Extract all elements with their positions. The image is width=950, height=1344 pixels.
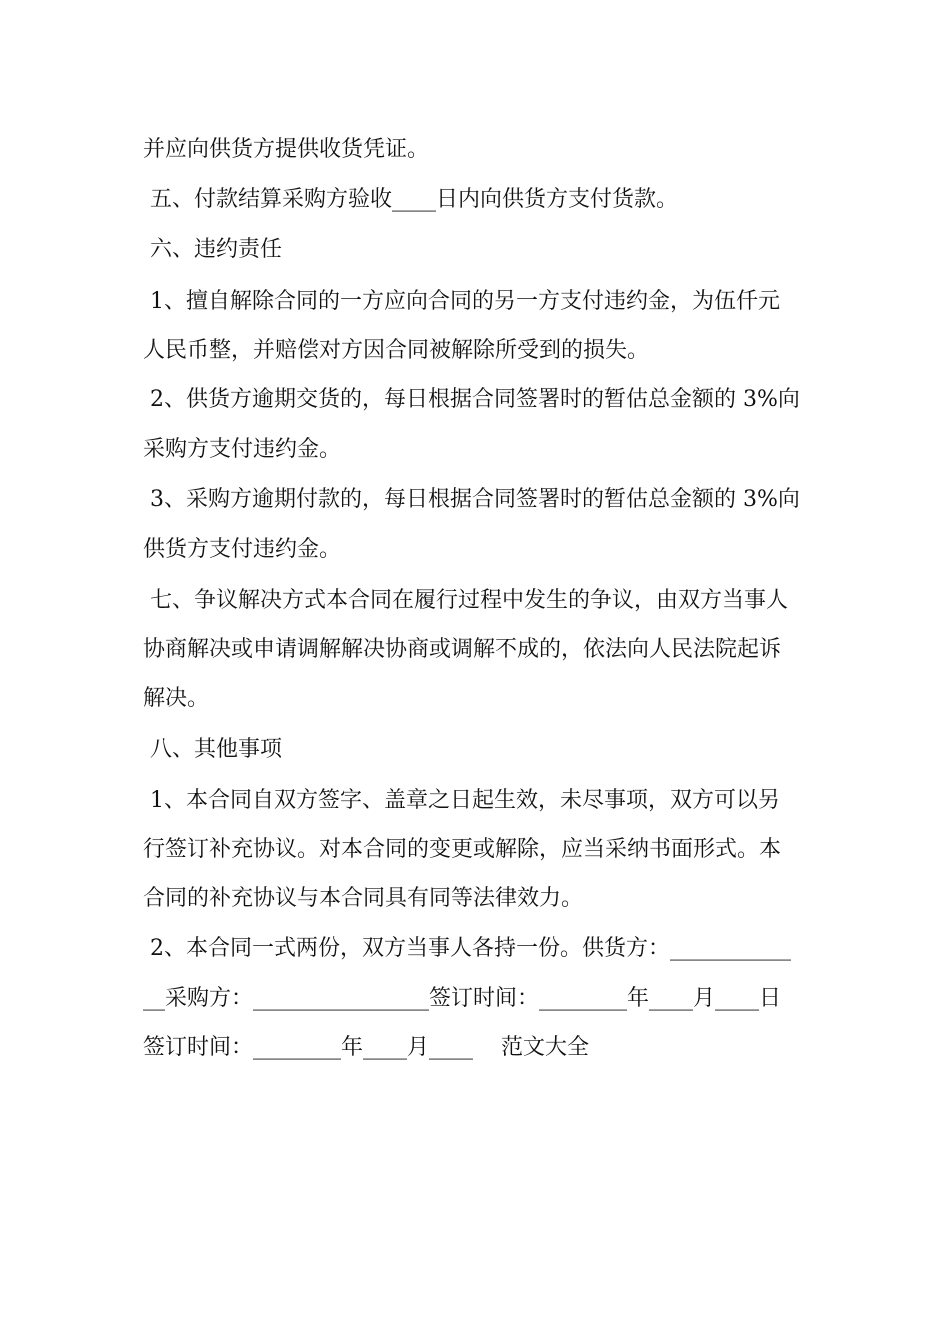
- text-line-8: 3、采购方逾期付款的，每日根据合同签署时的暂估总金额的 3%向: [143, 487, 800, 512]
- text-line-16: 合同的补充协议与本合同具有同等法律效力。: [143, 886, 584, 911]
- text-line-6: 2、供货方逾期交货的，每日根据合同签署时的暂估总金额的 3%向: [143, 387, 800, 412]
- text-line-18: __采购方：________________签订时间：________年____月____日: [143, 986, 782, 1011]
- text-line-3: 六、违约责任: [143, 237, 282, 262]
- text-line-14: 1、本合同自双方签字、盖章之日起生效，未尽事项，双方可以另: [143, 788, 780, 813]
- text-line-12: 解决。: [143, 686, 210, 711]
- text-line-4: 1、擅自解除合同的一方应向合同的另一方支付违约金，为伍仟元: [143, 289, 780, 314]
- text-line-9: 供货方支付违约金。: [143, 537, 342, 562]
- text-line-17: 2、本合同一式两份，双方当事人各持一份。供货方：___________: [143, 936, 791, 961]
- text-line-10: 七、争议解决方式本合同在履行过程中发生的争议，由双方当事人: [143, 588, 788, 613]
- text-line-13: 八、其他事项: [143, 737, 282, 762]
- text-line-2: 五、付款结算采购方验收____日内向供货方支付货款。: [143, 187, 678, 212]
- text-line-1: 并应向供货方提供收货凭证。: [143, 137, 430, 162]
- text-line-11: 协商解决或申请调解解决协商或调解不成的，依法向人民法院起诉: [143, 637, 782, 662]
- text-line-5: 人民币整，并赔偿对方因合同被解除所受到的损失。: [143, 338, 650, 363]
- text-line-19: 签订时间：________年____月____ 范文大全: [143, 1035, 589, 1060]
- text-line-15: 行签订补充协议。对本合同的变更或解除，应当采纳书面形式。本: [143, 837, 782, 862]
- text-line-7: 采购方支付违约金。: [143, 437, 342, 462]
